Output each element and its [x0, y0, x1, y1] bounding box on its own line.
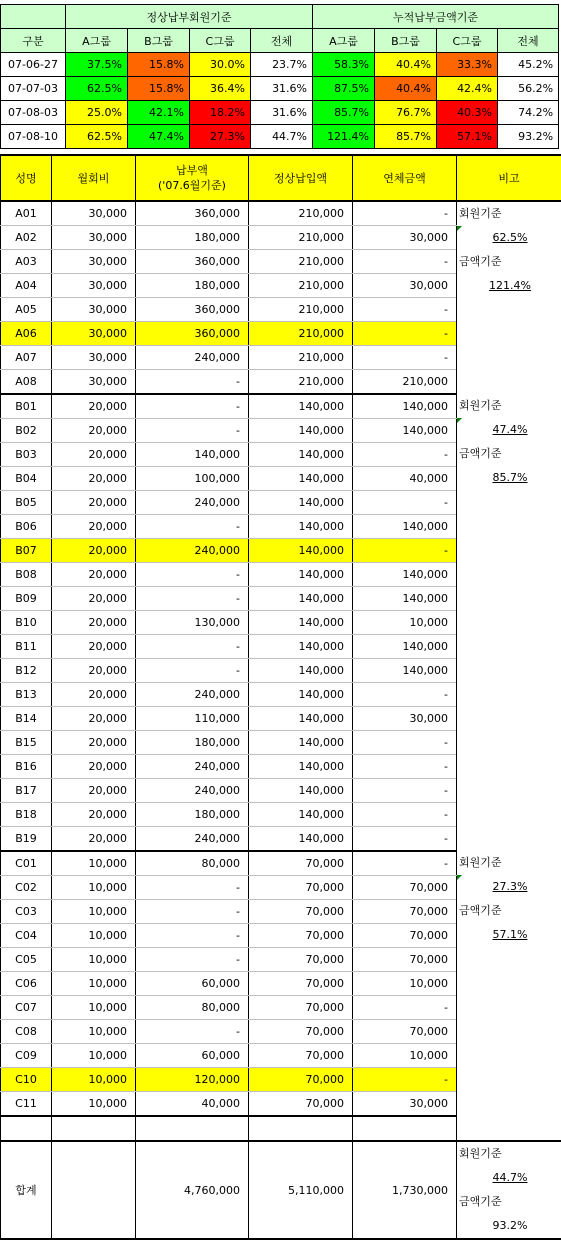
- header-name: 성명: [1, 155, 52, 201]
- blank-cell: [136, 1116, 249, 1141]
- monthly-fee: 20,000: [52, 467, 136, 491]
- normal-payment: 140,000: [249, 467, 353, 491]
- monthly-fee: 20,000: [52, 515, 136, 539]
- remark-member-label: 회원기준: [459, 202, 561, 226]
- paid-amount: -: [136, 563, 249, 587]
- total-overdue: 1,730,000: [353, 1141, 457, 1239]
- paid-amount: 60,000: [136, 1044, 249, 1068]
- overdue-amount: -: [353, 779, 457, 803]
- overdue-amount: 210,000: [353, 370, 457, 395]
- member-name: B08: [1, 563, 52, 587]
- monthly-fee: 10,000: [52, 1044, 136, 1068]
- overdue-amount: 140,000: [353, 635, 457, 659]
- header-remarks: 비고: [457, 155, 561, 201]
- overdue-amount: -: [353, 201, 457, 226]
- monthly-fee: 20,000: [52, 803, 136, 827]
- monthly-fee: 10,000: [52, 876, 136, 900]
- member-name: C06: [1, 972, 52, 996]
- paid-amount: -: [136, 419, 249, 443]
- monthly-fee: 20,000: [52, 587, 136, 611]
- total-fee: [52, 1141, 136, 1239]
- blank-cell: [249, 1116, 353, 1141]
- paid-amount: -: [136, 876, 249, 900]
- header-overdue-amount: 연체금액: [353, 155, 457, 201]
- blank-cell: [52, 1116, 136, 1141]
- member-name: A03: [1, 250, 52, 274]
- summary-rate-cell: 33.3%: [437, 53, 498, 77]
- overdue-amount: 30,000: [353, 274, 457, 298]
- member-name: B05: [1, 491, 52, 515]
- header-monthly-fee: 월회비: [52, 155, 136, 201]
- overdue-amount: -: [353, 491, 457, 515]
- blank-cell: [353, 1116, 457, 1141]
- member-name: B14: [1, 707, 52, 731]
- monthly-fee: 20,000: [52, 419, 136, 443]
- normal-payment: 140,000: [249, 611, 353, 635]
- paid-amount: 140,000: [136, 443, 249, 467]
- normal-payment: 140,000: [249, 707, 353, 731]
- paid-amount: 100,000: [136, 467, 249, 491]
- summary-col-header: A그룹: [66, 29, 128, 53]
- member-name: A06: [1, 322, 52, 346]
- summary-rate-cell: 44.7%: [251, 125, 313, 149]
- comment-marker-icon: [457, 226, 462, 231]
- remark-member-rate: 27.3%: [459, 875, 561, 899]
- summary-rate-cell: 36.4%: [190, 77, 251, 101]
- remark-member-rate: 62.5%: [459, 226, 561, 250]
- normal-payment: 140,000: [249, 587, 353, 611]
- normal-payment: 210,000: [249, 370, 353, 395]
- paid-amount: -: [136, 1020, 249, 1044]
- paid-amount: 180,000: [136, 274, 249, 298]
- monthly-fee: 20,000: [52, 707, 136, 731]
- overdue-amount: -: [353, 996, 457, 1020]
- summary-rate-cell: 58.3%: [313, 53, 375, 77]
- group-remarks: [457, 201, 561, 394]
- monthly-fee: 10,000: [52, 972, 136, 996]
- paid-amount: -: [136, 948, 249, 972]
- paid-amount: -: [136, 635, 249, 659]
- normal-payment: 140,000: [249, 779, 353, 803]
- overdue-amount: -: [353, 250, 457, 274]
- monthly-fee: 20,000: [52, 539, 136, 563]
- remark-amount-rate: 57.1%: [459, 923, 561, 947]
- monthly-fee: 30,000: [52, 226, 136, 250]
- overdue-amount: 70,000: [353, 948, 457, 972]
- monthly-fee: 20,000: [52, 635, 136, 659]
- header-paid-amount-label: 납부액: [136, 163, 248, 178]
- remark-amount-label: 금액기준: [459, 442, 561, 466]
- monthly-fee: 10,000: [52, 851, 136, 876]
- normal-payment: 210,000: [249, 346, 353, 370]
- member-name: B07: [1, 539, 52, 563]
- paid-amount: 240,000: [136, 779, 249, 803]
- normal-payment: 210,000: [249, 298, 353, 322]
- normal-payment: 140,000: [249, 755, 353, 779]
- summary-row: [1, 101, 559, 125]
- summary-rate-cell: 31.6%: [251, 77, 313, 101]
- paid-amount: 110,000: [136, 707, 249, 731]
- member-name: C10: [1, 1068, 52, 1092]
- remark-amount-label: 금액기준: [459, 899, 561, 923]
- total-amount-label: 금액기준: [459, 1190, 561, 1214]
- summary-rate-cell: 40.3%: [437, 101, 498, 125]
- member-name: C08: [1, 1020, 52, 1044]
- member-name: C09: [1, 1044, 52, 1068]
- paid-amount: 240,000: [136, 683, 249, 707]
- detail-header-row: [1, 155, 561, 201]
- summary-table: [0, 4, 559, 149]
- summary-rate-cell: 18.2%: [190, 101, 251, 125]
- monthly-fee: 10,000: [52, 996, 136, 1020]
- summary-rate-cell: 74.2%: [498, 101, 559, 125]
- member-name: C07: [1, 996, 52, 1020]
- member-name: B04: [1, 467, 52, 491]
- normal-payment: 70,000: [249, 972, 353, 996]
- header-paid-amount: [136, 155, 249, 201]
- member-name: B09: [1, 587, 52, 611]
- monthly-fee: 30,000: [52, 298, 136, 322]
- member-detail-table: [0, 154, 561, 1240]
- summary-col-header: C그룹: [437, 29, 498, 53]
- overdue-amount: 70,000: [353, 876, 457, 900]
- paid-amount: 80,000: [136, 851, 249, 876]
- member-name: A07: [1, 346, 52, 370]
- normal-payment: 210,000: [249, 201, 353, 226]
- overdue-amount: 30,000: [353, 707, 457, 731]
- remark-amount-rate: 121.4%: [459, 274, 561, 298]
- paid-amount: 240,000: [136, 755, 249, 779]
- overdue-amount: -: [353, 803, 457, 827]
- summary-col-header: 전체: [251, 29, 313, 53]
- normal-payment: 210,000: [249, 322, 353, 346]
- paid-amount: 60,000: [136, 972, 249, 996]
- member-name: B02: [1, 419, 52, 443]
- summary-rate-cell: 87.5%: [313, 77, 375, 101]
- normal-payment: 210,000: [249, 226, 353, 250]
- overdue-amount: -: [353, 298, 457, 322]
- summary-corner: [1, 5, 66, 29]
- summary-col-header: B그룹: [375, 29, 437, 53]
- paid-amount: 120,000: [136, 1068, 249, 1092]
- remark-member-label: 회원기준: [459, 851, 561, 875]
- normal-payment: 70,000: [249, 1044, 353, 1068]
- monthly-fee: 30,000: [52, 370, 136, 395]
- paid-amount: -: [136, 515, 249, 539]
- summary-rate-cell: 62.5%: [66, 125, 128, 149]
- member-name: A01: [1, 201, 52, 226]
- summary-rate-cell: 30.0%: [190, 53, 251, 77]
- monthly-fee: 20,000: [52, 779, 136, 803]
- member-name: C03: [1, 900, 52, 924]
- monthly-fee: 30,000: [52, 274, 136, 298]
- monthly-fee: 20,000: [52, 443, 136, 467]
- monthly-fee: 10,000: [52, 1020, 136, 1044]
- summary-rate-cell: 76.7%: [375, 101, 437, 125]
- paid-amount: -: [136, 394, 249, 419]
- normal-payment: 140,000: [249, 419, 353, 443]
- total-member-rate: 44.7%: [459, 1166, 561, 1190]
- paid-amount: 180,000: [136, 731, 249, 755]
- normal-payment: 140,000: [249, 635, 353, 659]
- overdue-amount: -: [353, 827, 457, 852]
- paid-amount: 360,000: [136, 298, 249, 322]
- overdue-amount: -: [353, 443, 457, 467]
- summary-rate-cell: 15.8%: [128, 77, 190, 101]
- overdue-amount: -: [353, 851, 457, 876]
- overdue-amount: 140,000: [353, 659, 457, 683]
- normal-payment: 70,000: [249, 948, 353, 972]
- summary-rate-cell: 62.5%: [66, 77, 128, 101]
- summary-row: [1, 125, 559, 149]
- member-name: A02: [1, 226, 52, 250]
- monthly-fee: 30,000: [52, 201, 136, 226]
- member-name: B06: [1, 515, 52, 539]
- normal-payment: 70,000: [249, 924, 353, 948]
- member-name: B15: [1, 731, 52, 755]
- paid-amount: -: [136, 659, 249, 683]
- normal-payment: 70,000: [249, 876, 353, 900]
- paid-amount: 180,000: [136, 226, 249, 250]
- overdue-amount: -: [353, 322, 457, 346]
- normal-payment: 140,000: [249, 563, 353, 587]
- summary-rate-cell: 85.7%: [313, 101, 375, 125]
- summary-rate-cell: 40.4%: [375, 77, 437, 101]
- overdue-amount: 10,000: [353, 1044, 457, 1068]
- summary-rate-cell: 45.2%: [498, 53, 559, 77]
- monthly-fee: 20,000: [52, 563, 136, 587]
- summary-rate-cell: 15.8%: [128, 53, 190, 77]
- member-name: B18: [1, 803, 52, 827]
- header-paid-amount-basis: ('07.6월기준): [136, 178, 248, 193]
- member-name: C04: [1, 924, 52, 948]
- monthly-fee: 20,000: [52, 611, 136, 635]
- total-paid: 4,760,000: [136, 1141, 249, 1239]
- summary-rate-cell: 27.3%: [190, 125, 251, 149]
- summary-group-header-member: 정상납부회원기준: [66, 5, 313, 29]
- monthly-fee: 20,000: [52, 394, 136, 419]
- summary-rate-cell: 31.6%: [251, 101, 313, 125]
- normal-payment: 70,000: [249, 1068, 353, 1092]
- paid-amount: 240,000: [136, 827, 249, 852]
- normal-payment: 70,000: [249, 1092, 353, 1117]
- normal-payment: 140,000: [249, 827, 353, 852]
- summary-rate-cell: 57.1%: [437, 125, 498, 149]
- member-name: C05: [1, 948, 52, 972]
- summary-rate-cell: 37.5%: [66, 53, 128, 77]
- summary-col-header: B그룹: [128, 29, 190, 53]
- summary-row: [1, 77, 559, 101]
- member-name: A05: [1, 298, 52, 322]
- remark-amount-rate: 85.7%: [459, 466, 561, 490]
- summary-col-header: C그룹: [190, 29, 251, 53]
- normal-payment: 210,000: [249, 250, 353, 274]
- summary-rate-cell: 23.7%: [251, 53, 313, 77]
- monthly-fee: 30,000: [52, 346, 136, 370]
- overdue-amount: -: [353, 683, 457, 707]
- monthly-fee: 30,000: [52, 322, 136, 346]
- monthly-fee: 20,000: [52, 659, 136, 683]
- summary-rate-cell: 42.1%: [128, 101, 190, 125]
- overdue-amount: -: [353, 539, 457, 563]
- overdue-amount: -: [353, 346, 457, 370]
- paid-amount: 240,000: [136, 346, 249, 370]
- overdue-amount: 70,000: [353, 1020, 457, 1044]
- summary-col-header: 전체: [498, 29, 559, 53]
- overdue-amount: 140,000: [353, 419, 457, 443]
- member-name: B17: [1, 779, 52, 803]
- member-name: A04: [1, 274, 52, 298]
- summary-date: 07-08-10: [1, 125, 66, 149]
- overdue-amount: 10,000: [353, 972, 457, 996]
- monthly-fee: 20,000: [52, 827, 136, 852]
- comment-marker-icon: [457, 875, 462, 880]
- remark-member-label: 회원기준: [459, 394, 561, 418]
- paid-amount: 360,000: [136, 250, 249, 274]
- normal-payment: 140,000: [249, 731, 353, 755]
- total-label: 합계: [1, 1141, 52, 1239]
- normal-payment: 140,000: [249, 683, 353, 707]
- monthly-fee: 30,000: [52, 250, 136, 274]
- member-name: C11: [1, 1092, 52, 1117]
- remark-member-rate: 47.4%: [459, 418, 561, 442]
- member-name: B10: [1, 611, 52, 635]
- normal-payment: 140,000: [249, 443, 353, 467]
- overdue-amount: -: [353, 731, 457, 755]
- paid-amount: -: [136, 370, 249, 395]
- overdue-amount: 30,000: [353, 226, 457, 250]
- summary-date: 07-07-03: [1, 77, 66, 101]
- total-member-label: 회원기준: [459, 1142, 561, 1166]
- monthly-fee: 10,000: [52, 1092, 136, 1117]
- overdue-amount: 30,000: [353, 1092, 457, 1117]
- summary-col-header: A그룹: [313, 29, 375, 53]
- monthly-fee: 20,000: [52, 683, 136, 707]
- normal-payment: 70,000: [249, 996, 353, 1020]
- overdue-amount: 140,000: [353, 587, 457, 611]
- overdue-amount: 70,000: [353, 924, 457, 948]
- member-name: A08: [1, 370, 52, 395]
- paid-amount: -: [136, 900, 249, 924]
- paid-amount: 360,000: [136, 201, 249, 226]
- paid-amount: 240,000: [136, 491, 249, 515]
- summary-rate-cell: 93.2%: [498, 125, 559, 149]
- total-amount-rate: 93.2%: [459, 1214, 561, 1238]
- group-remarks: [457, 394, 561, 851]
- normal-payment: 140,000: [249, 659, 353, 683]
- normal-payment: 70,000: [249, 900, 353, 924]
- member-row: [1, 394, 561, 419]
- overdue-amount: 140,000: [353, 515, 457, 539]
- overdue-amount: 70,000: [353, 900, 457, 924]
- remark-amount-label: 금액기준: [459, 250, 561, 274]
- paid-amount: 80,000: [136, 996, 249, 1020]
- summary-rate-cell: 42.4%: [437, 77, 498, 101]
- overdue-amount: -: [353, 1068, 457, 1092]
- summary-rate-cell: 47.4%: [128, 125, 190, 149]
- monthly-fee: 10,000: [52, 948, 136, 972]
- overdue-amount: 40,000: [353, 467, 457, 491]
- paid-amount: -: [136, 587, 249, 611]
- member-row: [1, 851, 561, 876]
- overdue-amount: 10,000: [353, 611, 457, 635]
- summary-rate-cell: 40.4%: [375, 53, 437, 77]
- monthly-fee: 20,000: [52, 731, 136, 755]
- member-name: B01: [1, 394, 52, 419]
- normal-payment: 140,000: [249, 515, 353, 539]
- member-name: C02: [1, 876, 52, 900]
- summary-rate-cell: 85.7%: [375, 125, 437, 149]
- overdue-amount: 140,000: [353, 394, 457, 419]
- paid-amount: 40,000: [136, 1092, 249, 1117]
- monthly-fee: 10,000: [52, 924, 136, 948]
- normal-payment: 70,000: [249, 851, 353, 876]
- comment-marker-icon: [457, 418, 462, 423]
- paid-amount: 240,000: [136, 539, 249, 563]
- total-normal: 5,110,000: [249, 1141, 353, 1239]
- blank-row: [1, 1116, 561, 1141]
- total-row: [1, 1141, 561, 1239]
- blank-cell: [457, 1116, 561, 1141]
- overdue-amount: -: [353, 755, 457, 779]
- normal-payment: 140,000: [249, 394, 353, 419]
- summary-row: [1, 53, 559, 77]
- normal-payment: 140,000: [249, 539, 353, 563]
- summary-rate-cell: 25.0%: [66, 101, 128, 125]
- paid-amount: 130,000: [136, 611, 249, 635]
- monthly-fee: 10,000: [52, 900, 136, 924]
- monthly-fee: 10,000: [52, 1068, 136, 1092]
- member-name: B12: [1, 659, 52, 683]
- normal-payment: 70,000: [249, 1020, 353, 1044]
- member-name: B11: [1, 635, 52, 659]
- normal-payment: 140,000: [249, 803, 353, 827]
- overdue-amount: 140,000: [353, 563, 457, 587]
- member-name: B19: [1, 827, 52, 852]
- member-row: [1, 201, 561, 226]
- paid-amount: 360,000: [136, 322, 249, 346]
- member-name: B13: [1, 683, 52, 707]
- normal-payment: 140,000: [249, 491, 353, 515]
- total-remarks: [457, 1141, 561, 1239]
- normal-payment: 210,000: [249, 274, 353, 298]
- monthly-fee: 20,000: [52, 755, 136, 779]
- monthly-fee: 20,000: [52, 491, 136, 515]
- summary-rate-cell: 56.2%: [498, 77, 559, 101]
- summary-group-header-amount: 누적납부금액기준: [313, 5, 559, 29]
- paid-amount: 180,000: [136, 803, 249, 827]
- member-name: B03: [1, 443, 52, 467]
- summary-date: 07-08-03: [1, 101, 66, 125]
- summary-col-header: 구분: [1, 29, 66, 53]
- summary-date: 07-06-27: [1, 53, 66, 77]
- member-name: B16: [1, 755, 52, 779]
- group-remarks: [457, 851, 561, 1116]
- paid-amount: -: [136, 924, 249, 948]
- summary-rate-cell: 121.4%: [313, 125, 375, 149]
- blank-cell: [1, 1116, 52, 1141]
- header-normal-payment: 정상납입액: [249, 155, 353, 201]
- member-name: C01: [1, 851, 52, 876]
